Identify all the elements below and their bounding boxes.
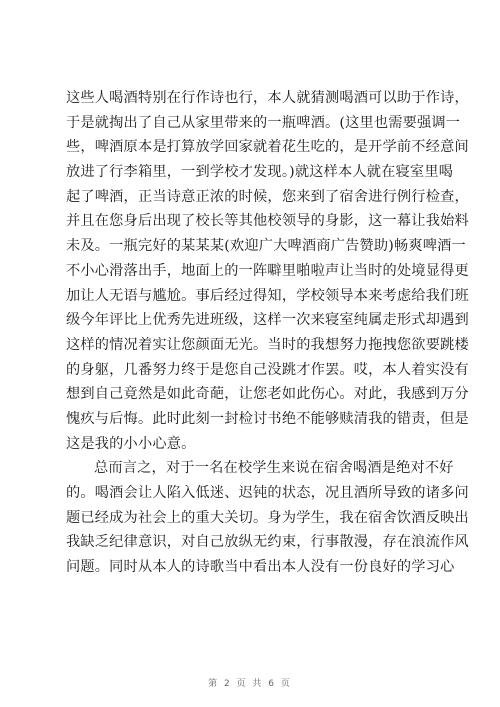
page-number-footer: 第 2 页 共 6 页	[208, 679, 292, 689]
text-line: 级今年评比上优秀先进班级，这样一次来寝室纯属走形式却遇到	[66, 312, 469, 329]
text-line: 于是就掏出了自己从家里带来的一瓶啤酒。(这里也需要强调一	[66, 114, 461, 131]
text-line: 的。喝酒会让人陷入低迷、迟钝的状态，况且酒所导致的诸多问	[66, 485, 469, 501]
text-line: 并且在您身后出现了校长等其他校领导的身影，这一幕让我始料	[66, 213, 469, 230]
text-line: 问题。同时从本人的诗歌当中看出本人没有一份良好的学习心	[66, 559, 455, 576]
paragraph-2	[66, 456, 469, 579]
text-line: 些，啤酒原本是打算放学回家就着花生吃的，是开学前不经意间	[66, 139, 469, 156]
text-line: 未及。一瓶完好的某某某(欢迎广大啤酒商广告赞助)畅爽啤酒一	[66, 238, 466, 255]
text-line: 总而言之，对于一名在校学生来说在宿舍喝酒是绝对不好	[94, 460, 454, 477]
text-line: 加让人无语与尴尬。事后经过得知，学校领导本来考虑给我们班	[66, 287, 469, 304]
text-line: 的身躯，几番努力终于是您自己没跳才作罢。哎，本人着实没有	[66, 361, 469, 378]
text-line: 起了啤酒，正当诗意正浓的时候，您来到了宿舍进行例行检查，	[66, 188, 469, 205]
text-line: 这样的情况着实让您颜面无光。当时的我想努力拖拽您欲要跳楼	[66, 336, 469, 353]
text-line: 不小心滑落出手，地面上的一阵噼里啪啦声让当时的处境显得更	[66, 262, 469, 279]
text-line: 想到自己竟然是如此奇葩，让您老如此伤心。对此，我感到万分	[66, 386, 469, 403]
text-line: 放进了行李箱里，一到学校才发现。)就这样本人就在寝室里喝	[66, 164, 454, 181]
text-line: 这是我的小小心意。	[66, 435, 196, 452]
text-line: 愧疚与后悔。此时此刻一封检讨书绝不能够赎清我的错责，但是	[66, 410, 469, 427]
document-body	[66, 86, 469, 580]
text-line: 题已经成为社会上的重大关切。身为学生，我在宿舍饮酒反映出	[66, 509, 469, 526]
text-line: 我缺乏纪律意识，对自己放纵无约束，行事散漫，存在浪流作风	[66, 534, 469, 551]
paragraph-1	[66, 86, 469, 456]
text-line: 这些人喝酒特别在行作诗也行，本人就猜测喝酒可以助于作诗，	[66, 90, 469, 106]
